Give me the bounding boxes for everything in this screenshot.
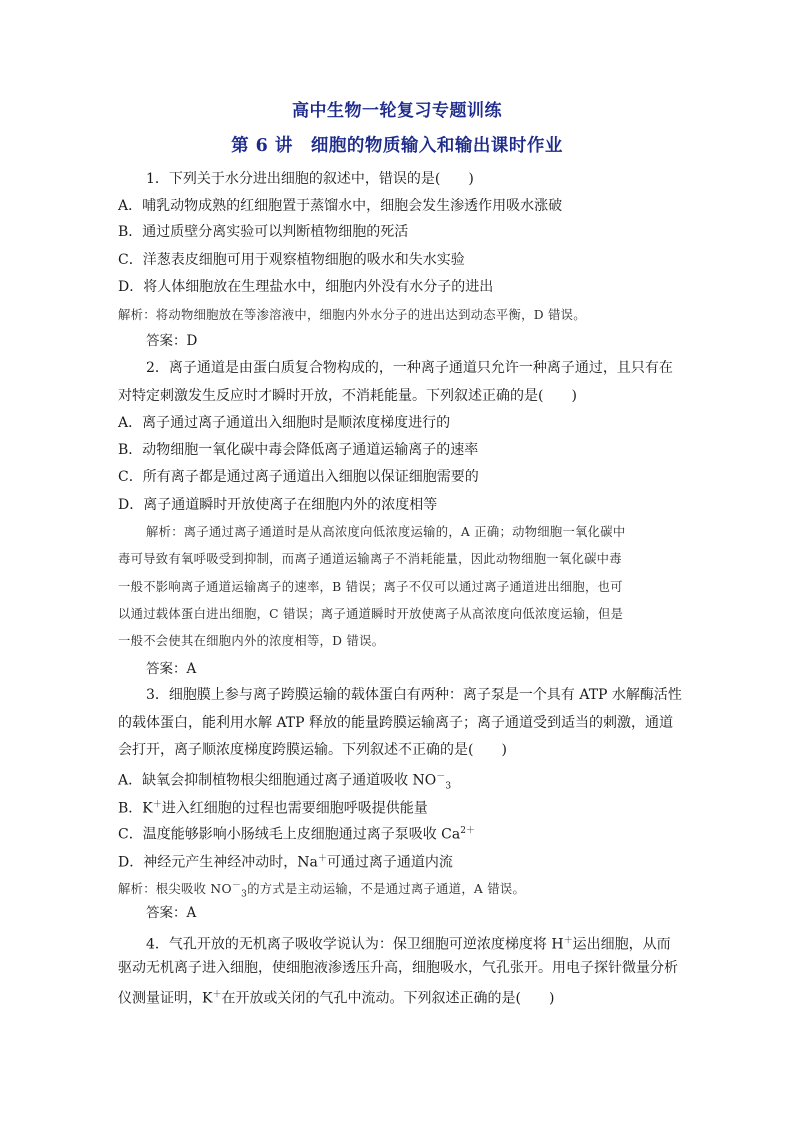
question-1-option-a: A．哺乳动物成熟的红细胞置于蒸馏水中，细胞会发生渗透作用吸水涨破 — [118, 198, 563, 214]
question-2-answer: 答案：A — [146, 661, 197, 677]
question-3-option-d: D．神经元产生神经冲动时，Na＋可通过离子通道内流 — [118, 854, 453, 871]
question-1-stem: 1．下列关于水分进出细胞的叙述中，错误的是( ) — [146, 171, 474, 187]
question-2-option-d: D．离子通道瞬时开放使离子在细胞内外的浓度相等 — [118, 497, 438, 513]
question-1-option-d: D．将人体细胞放在生理盐水中，细胞内外没有水分子的进出 — [118, 279, 494, 295]
question-3-stem-line-3: 会打开，离子顺浓度梯度跨膜运输。下列叙述不正确的是( ) — [118, 742, 507, 758]
question-2-option-a: A．离子通过离子通道出入细胞时是顺浓度梯度进行的 — [118, 415, 451, 431]
question-2-analysis-line-2: 毒可导致有氧呼吸受到抑制，而离子通道运输离子不消耗能量，因此动物细胞一氧化碳中毒 — [118, 552, 622, 566]
question-4-stem-line-3: 仪测量证明，K＋在开放或关闭的气孔中流动。下列叙述正确的是( ) — [118, 990, 555, 1007]
document-title: 高中生物一轮复习专题训练 — [292, 101, 502, 121]
question-2-option-c: C．所有离子都是通过离子通道出入细胞以保证细胞需要的 — [118, 469, 479, 485]
question-2-stem-line-1: 2．离子通道是由蛋白质复合物构成的，一种离子通道只允许一种离子通过，且只有在 — [146, 360, 673, 376]
question-2-analysis-line-5: 一般不会使其在细胞内外的浓度相等，D 错误。 — [118, 634, 385, 648]
question-2-option-b: B．动物细胞一氧化碳中毒会降低离子通道运输离子的速率 — [118, 442, 479, 458]
question-1-analysis: 解析：将动物细胞放在等渗溶液中，细胞内外水分子的进出达到动态平衡，D 错误。 — [118, 308, 586, 322]
document-subtitle: 第 6 讲 细胞的物质输入和输出课时作业 — [231, 136, 563, 156]
question-3-option-c: C．温度能够影响小肠绒毛上皮细胞通过离子泵吸收 $Ca^{2+}$ — [118, 826, 475, 843]
question-3-stem-line-2: 的载体蛋白，能利用水解 ATP 释放的能量跨膜运输离子；离子通道受到适当的刺激，通道 — [118, 715, 674, 731]
question-2-analysis-line-3: 一般不影响离子通道运输离子的速率，B 错误；离子不仅可以通过离子通道进出细胞，也可 — [118, 580, 623, 594]
question-3-stem-line-1: 3．细胞膜上参与离子跨膜运输的载体蛋白有两种：离子泵是一个具有 ATP 水解酶活性 — [146, 687, 682, 703]
question-4-stem-line-1: 4．气孔开放的无机离子吸收学说认为：保卫细胞可逆浓度梯度将 H＋运出细胞，从而 — [146, 936, 671, 953]
question-4-stem-line-2: 驱动无机离子进入细胞，使细胞液渗透压升高，细胞吸水，气孔张开。用电子探针微量分析 — [118, 960, 678, 976]
question-3-option-a: A．缺氧会抑制植物根尖细胞通过离子通道吸收 $NO^-_3$ — [118, 772, 452, 792]
question-3-analysis: 解析：根尖吸收 $NO^-_3$的方式是主动运输，不是通过离子通道，A 错误。 — [118, 881, 526, 900]
question-2-analysis-line-1: 解析：离子通过离子通道时是从高浓度向低浓度运输的，A 正确；动物细胞一氧化碳中 — [146, 525, 626, 539]
question-2-stem-line-2: 对特定刺激发生反应时才瞬时开放，不消耗能量。下列叙述正确的是( ) — [118, 388, 577, 404]
question-2-analysis-line-4: 以通过载体蛋白进出细胞，C 错误；离子通道瞬时开放使离子从高浓度向低浓度运输，但是 — [118, 607, 624, 621]
question-3-option-b: B．K＋进入红细胞的过程也需要细胞呼吸提供能量 — [118, 800, 428, 817]
question-1-answer: 答案：D — [146, 333, 198, 349]
question-1-option-b: B．通过质壁分离实验可以判断植物细胞的死活 — [118, 224, 409, 240]
question-3-answer: 答案：A — [146, 905, 197, 921]
question-1-option-c: C．洋葱表皮细胞可用于观察植物细胞的吸水和失水实验 — [118, 252, 465, 268]
